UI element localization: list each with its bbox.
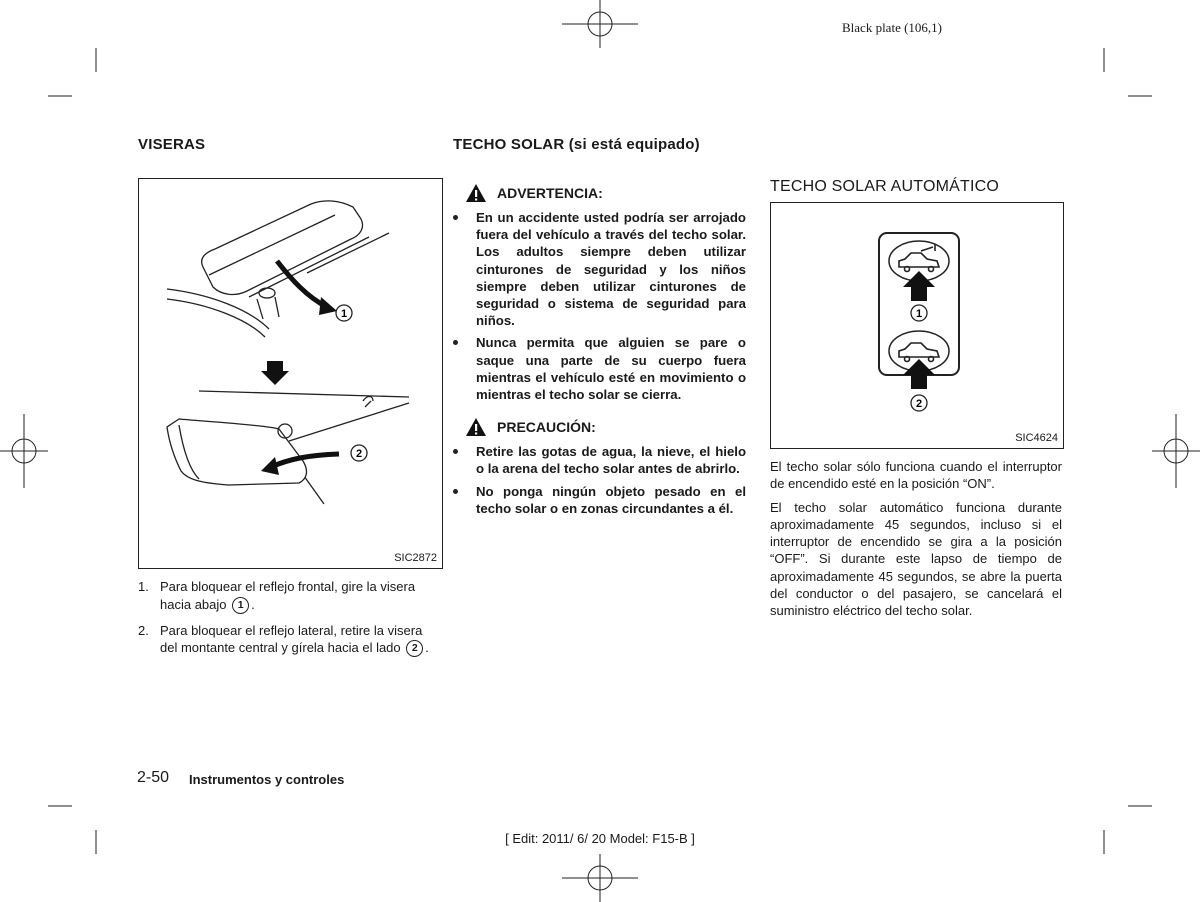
step-number: 1. bbox=[138, 579, 149, 594]
warning-heading bbox=[465, 183, 746, 203]
registration-mark-left bbox=[0, 414, 48, 488]
warning-icon bbox=[465, 183, 487, 203]
fig-marker-2: 2 bbox=[915, 398, 923, 410]
visor-illustration bbox=[139, 179, 442, 568]
visor-figure bbox=[138, 178, 443, 569]
figure-code-left: SIC2872 bbox=[394, 552, 437, 564]
warning-item-text: Nunca permita que alguien se pare o saque una parte de su cuerpo fuera mientras el vehículo esté en movimiento o mientras el techo solar se cierra. bbox=[476, 335, 746, 403]
page-number: 2-50 bbox=[137, 769, 170, 786]
paragraph: El techo solar automático funciona durante aproximadamente 45 segundos, incluso si el interruptor de encendido se gira a la posición “OFF”. Si durante este lapso de tiempo de aproximadamente 45 segundos, se abre la puerta del conductor o del pasajero, se cancelará el suministro eléctrico del techo solar. bbox=[770, 499, 1062, 619]
warning-list bbox=[453, 209, 746, 403]
list-item bbox=[453, 209, 746, 329]
warning-heading-text: ADVERTENCIA: bbox=[497, 185, 603, 201]
visors-title: VISERAS bbox=[138, 136, 206, 153]
circled-marker: 2 bbox=[406, 640, 423, 657]
caution-heading-text: PRECAUCIÓN: bbox=[497, 419, 596, 436]
circled-marker: 1 bbox=[232, 597, 249, 614]
fig-marker-1: 1 bbox=[340, 308, 348, 320]
step-number: 2. bbox=[138, 622, 149, 638]
fig-marker-2: 2 bbox=[355, 448, 363, 460]
auto-sunroof-title: TECHO SOLAR AUTOMÁTICO bbox=[770, 178, 1000, 195]
caution-item-text: No ponga ningún objeto pesado en el techo solar o en zonas circundantes a él. bbox=[476, 483, 746, 516]
sunroof-switch-illustration bbox=[771, 203, 1063, 448]
registration-mark-top bbox=[562, 0, 638, 48]
list-item bbox=[453, 443, 746, 477]
auto-sunroof-text bbox=[770, 458, 1062, 626]
down-arrow-icon bbox=[261, 361, 289, 385]
step-text: Para bloquear el reflejo lateral, retire la visera del montante central y gírela hacia el lado bbox=[160, 622, 423, 656]
step-end: . bbox=[425, 640, 429, 656]
step-text: Para bloquear el reflejo frontal, gire la visera hacia abajo bbox=[160, 579, 416, 612]
sunroof-switch-figure bbox=[770, 202, 1064, 449]
warning-block bbox=[453, 183, 746, 522]
warning-item-text: En un accidente usted podría ser arrojado fuera del vehículo a través del techo solar. Los adultos siempre deben utilizar cinturones de seguridad y los niños siempre deben utilizar cinturones de seguridad o sistema de seguridad para niños. bbox=[476, 210, 746, 329]
black-plate-label: Black plate (106,1) bbox=[842, 20, 942, 35]
edit-info: [ Edit: 2011/ 6/ 20 Model: F15-B ] bbox=[505, 831, 695, 846]
list-item bbox=[138, 578, 431, 614]
caution-icon bbox=[465, 417, 487, 437]
step-end: . bbox=[251, 596, 255, 612]
visor-steps bbox=[138, 578, 431, 665]
registration-mark-bottom bbox=[562, 854, 638, 902]
list-item bbox=[453, 483, 746, 517]
sunroof-title: TECHO SOLAR (si está equipado) bbox=[453, 136, 700, 153]
footer-section-title: Instrumentos y controles bbox=[189, 772, 345, 787]
caution-list bbox=[453, 443, 746, 517]
caution-heading bbox=[465, 417, 746, 437]
paragraph: El techo solar sólo funciona cuando el interruptor de encendido esté en la posición “ON”. bbox=[770, 459, 1062, 492]
figure-code-right: SIC4624 bbox=[1015, 432, 1058, 444]
list-item bbox=[138, 622, 431, 658]
fig-marker-1: 1 bbox=[915, 308, 923, 320]
caution-item-text: Retire las gotas de agua, la nieve, el hielo o la arena del techo solar antes de abrirlo. bbox=[476, 444, 746, 477]
list-item bbox=[453, 334, 746, 403]
registration-mark-right bbox=[1152, 414, 1200, 488]
